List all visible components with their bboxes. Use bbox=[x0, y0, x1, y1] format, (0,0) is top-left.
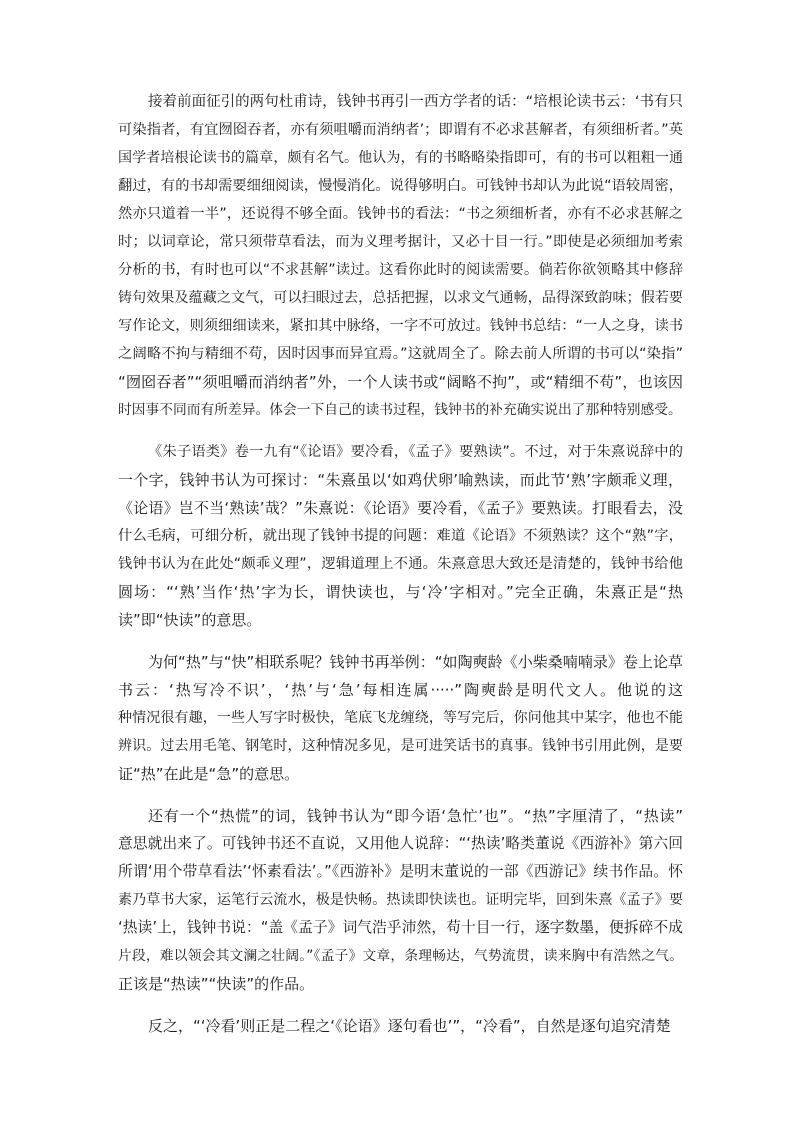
text-line: 时；以词章论，常只须带草看法，而为义理考据计，又必十目一行。”即使是必须细加考索 bbox=[118, 234, 683, 250]
paragraph-2 bbox=[118, 438, 683, 634]
text-line: 为何“热”与“快”相联系呢？钱钟书再举例：“如陶奭龄《小柴桑喃喃录》卷上论草 bbox=[148, 653, 683, 671]
paragraph-3 bbox=[118, 648, 683, 788]
text-line: 读”即“快读”的意思。 bbox=[118, 611, 262, 629]
text-line: 意思就出来了。可钱钟书还不直说，又用他人说辞：“‘热读’略类董说《西游补》第六回 bbox=[118, 835, 683, 852]
text-line: 写作论文，则须细细读来，紧扣其中脉络，一字不可放过。钱钟书总结：“一人之身，读书 bbox=[118, 318, 683, 334]
text-line: 国学者培根论读书的篇章，颇有名气。他认为，有的书略略染指即可，有的书可以粗粗一通 bbox=[118, 150, 683, 166]
text-line: 《论语》岂不当‘熟读’哉？”朱熹说：《论语》要冷看，《孟子》要熟读。打眼看去，没 bbox=[118, 499, 683, 517]
text-line: 分析的书，有时也可以“不求甚解”读过。这看你此时的阅读需要。倘若你欲领略其中修辞 bbox=[118, 262, 683, 278]
text-line: “囫囵吞者”“须咀嚼而消纳者”外，一个人读书或“阔略不拘”，或“精细不苟”，也该因 bbox=[118, 373, 683, 391]
text-line: ‘热读’上，钱钟书说：“盖《孟子》词气浩乎沛然，苟十目一行，逐字数墨，便拆碎不成 bbox=[118, 919, 683, 936]
paragraph-1 bbox=[118, 88, 683, 424]
text-line: 书云：‘热写冷不识’，‘热’与‘急’每相连属·····”陶奭龄是明代文人。他说的这 bbox=[118, 681, 683, 699]
text-line: 反之，“‘冷看’则正是二程之‘《论语》逐句看也’”，“冷看”，自然是逐句追究清楚 bbox=[148, 1017, 671, 1035]
paragraph-4 bbox=[118, 802, 683, 998]
article-body bbox=[118, 88, 683, 1054]
text-line: 之阔略不拘与精细不苟，因时因事而异宜焉。”这就周全了。除去前人所谓的书可以“染指” bbox=[118, 346, 683, 362]
text-line: 还有一个“热慌”的词，钱钟书认为“即今语‘急忙’也”。“热”字厘清了，“热读” bbox=[148, 807, 683, 825]
text-line: 《朱子语类》卷一九有“《论语》要冷看，《孟子》要熟读”。不过，对于朱熹说辞中的 bbox=[148, 444, 683, 460]
text-line: 片段，难以领会其文澜之壮阔。”《孟子》文章，条理畅达，气势流贯，读来胸中有浩然之气。 bbox=[118, 948, 683, 964]
paragraph-5 bbox=[118, 1012, 683, 1040]
text-line: 种情况很有趣，一些人写字时极快，笔底飞龙缠绕，等写完后，你问他其中某字，他也不能 bbox=[118, 710, 683, 726]
text-line: 可染指者，有宜囫囵吞者，亦有须咀嚼而消纳者’；即谓有不必求甚解者，有须细析者。”英 bbox=[118, 122, 683, 138]
text-line: 所谓‘用个带草看法’‘怀素看法’。”《西游补》是明末董说的一部《西游记》续书作品。怀 bbox=[118, 863, 683, 880]
text-line: 然亦只道着一半”，还说得不够全面。钱钟书的看法：“书之须细析者，亦有不必求甚解之 bbox=[118, 206, 683, 222]
text-line: 一个字，钱钟书认为可探讨：“朱熹虽以‘如鸡伏卵’喻熟读，而此节‘熟’字颇乖义理， bbox=[118, 471, 683, 489]
text-line: 铸句效果及蕴藏之文气，可以扫眼过去，总括把握，以求文气通畅，品得深致韵味；假若要 bbox=[118, 290, 683, 306]
text-line: 辨识。过去用毛笔、钢笔时，这种情况多见，是可进笑话书的真事。钱钟书引用此例，是要 bbox=[118, 738, 683, 754]
text-line: 钱钟书认为在此处“颇乖义理”，逻辑道理上不通。朱熹意思大致还是清楚的，钱钟书给他 bbox=[118, 556, 683, 572]
text-line: 接着前面征引的两句杜甫诗，钱钟书再引一西方学者的话：“培根论读书云：‘书有只 bbox=[148, 94, 683, 110]
text-line: 圆场：“‘熟’当作‘热’字为长，谓快读也，与‘冷’字相对。”完全正确，朱熹正是“热 bbox=[118, 583, 683, 601]
text-line: 证“热”在此是“急”的意思。 bbox=[118, 765, 300, 783]
text-line: 时因事不同而有所差异。体会一下自己的读书过程，钱钟书的补充确实说出了那种特别感受。 bbox=[118, 402, 682, 418]
text-line: 什么毛病，可细分析，就出现了钱钟书提的问题：难道《论语》不须熟读？这个“熟”字， bbox=[118, 528, 683, 544]
text-line: 翻过，有的书却需要细细阅读，慢慢消化。说得够明白。可钱钟书却认为此说“语较周密， bbox=[118, 178, 683, 194]
text-line: 正该是“热读”“快读”的作品。 bbox=[118, 975, 315, 993]
text-line: 素乃草书大家，运笔行云流水，极是快畅。热读即快读也。证明完毕，回到朱熹《孟子》要 bbox=[118, 892, 683, 908]
